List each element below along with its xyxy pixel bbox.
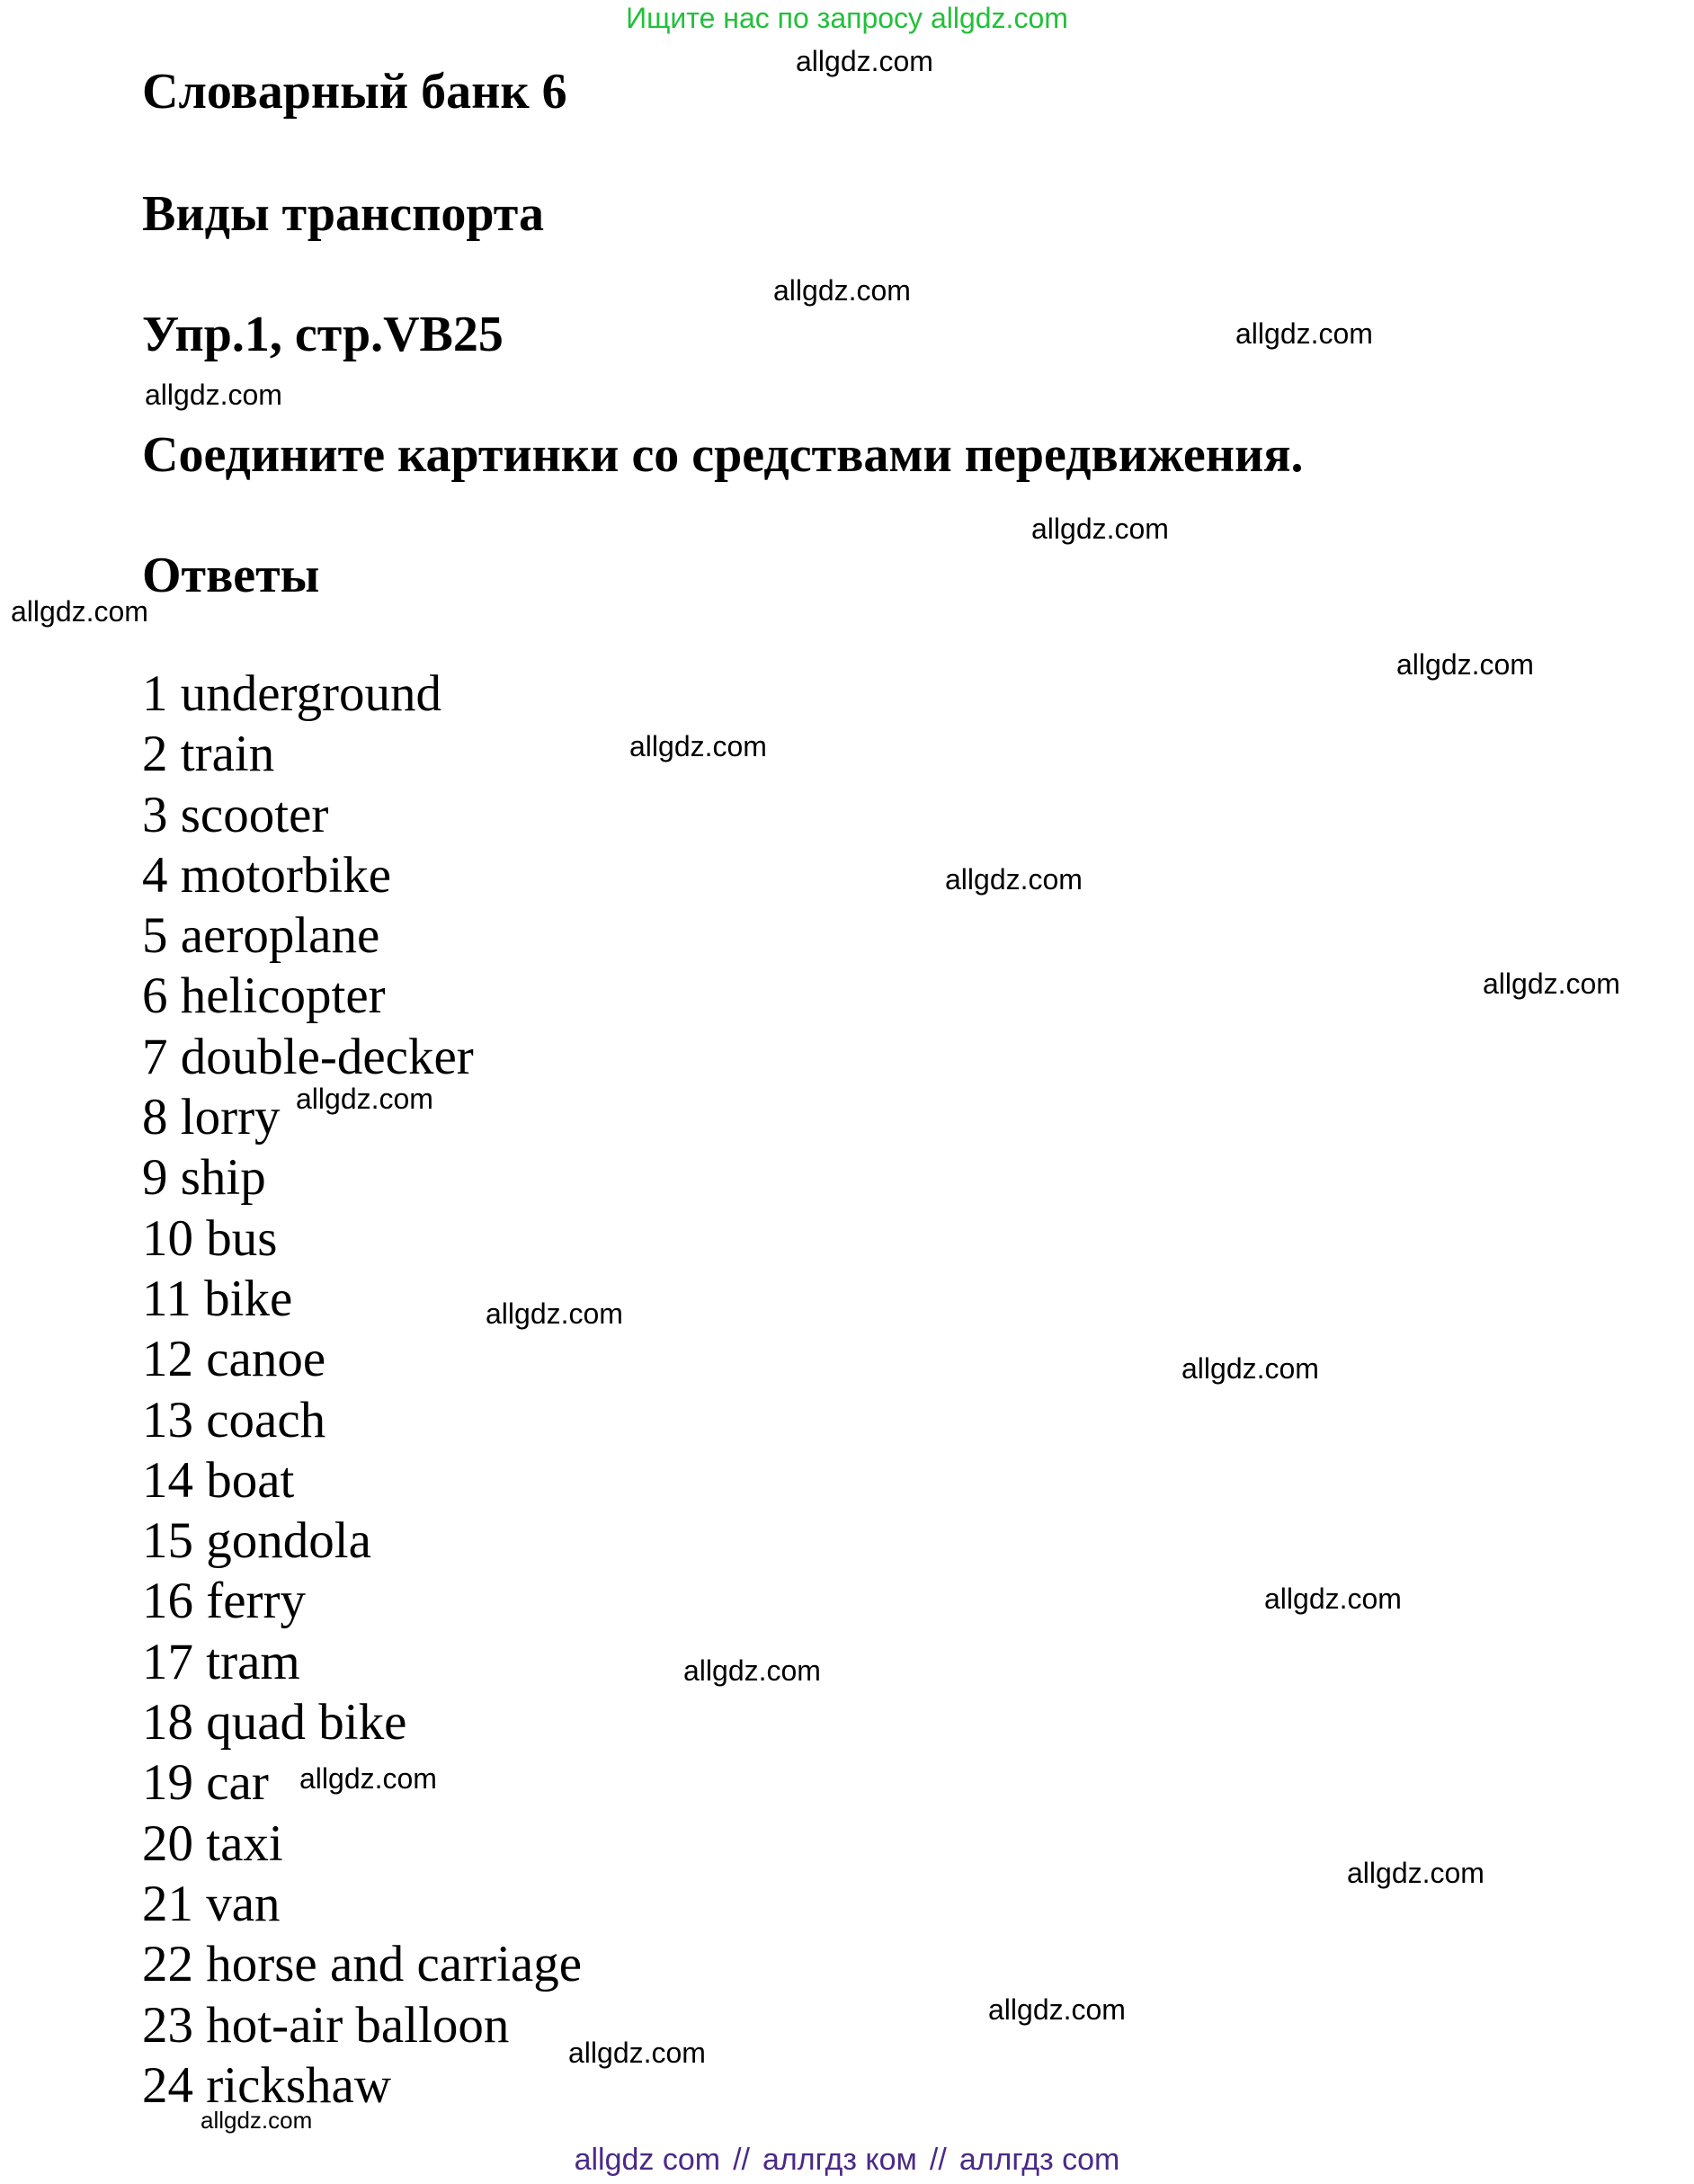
answer-item: 7 double-decker <box>142 1028 474 1085</box>
watermark: allgdz.com <box>1396 648 1534 681</box>
watermark: allgdz.com <box>299 1762 437 1795</box>
watermark: allgdz.com <box>296 1083 433 1115</box>
answers-heading: Ответы <box>142 548 320 603</box>
answer-item: 3 scooter <box>142 786 329 843</box>
answer-item: 16 ferry <box>142 1573 306 1630</box>
answer-item: 13 coach <box>142 1391 326 1449</box>
watermark: allgdz.com <box>201 2107 313 2134</box>
task-heading: Соедините картинки со средствами передвижения. <box>142 427 1304 483</box>
exercise-heading: Упр.1, стр.VB25 <box>142 307 504 362</box>
watermark: allgdz.com <box>773 274 911 307</box>
answer-item: 11 bike <box>142 1270 293 1327</box>
answer-item: 14 boat <box>142 1451 295 1509</box>
answer-item: 9 ship <box>142 1149 266 1207</box>
watermark: allgdz.com <box>683 1654 821 1687</box>
watermark: allgdz.com <box>11 595 148 628</box>
answer-item: 19 car <box>142 1754 269 1812</box>
watermark: allgdz.com <box>1031 513 1169 545</box>
answer-item: 22 horse and carriage <box>142 1936 583 1993</box>
bottom-banner[interactable] <box>0 2140 1694 2180</box>
answer-item: 10 bus <box>142 1209 278 1267</box>
answer-item: 6 helicopter <box>142 967 386 1025</box>
topic-heading: Виды транспорта <box>142 186 544 242</box>
answer-item: 17 tram <box>142 1633 300 1690</box>
watermark: allgdz.com <box>988 1993 1126 2026</box>
answer-item: 23 hot-air balloon <box>142 1996 510 2054</box>
watermark: allgdz.com <box>1181 1352 1319 1385</box>
watermark: allgdz.com <box>945 863 1083 896</box>
watermark: allgdz.com <box>486 1297 623 1330</box>
answer-item: 20 taxi <box>142 1814 283 1872</box>
answer-item: 15 gondola <box>142 1512 371 1570</box>
bottom-banner-separator: // <box>929 2143 947 2177</box>
bottom-banner-part3[interactable]: аллгдз com <box>958 2143 1120 2177</box>
bottom-banner-part1[interactable]: allgdz com <box>574 2143 721 2177</box>
answer-item: 2 train <box>142 726 275 783</box>
watermark: allgdz.com <box>1347 1857 1484 1889</box>
top-banner[interactable]: Ищите нас по запросу allgdz.com <box>626 2 1068 34</box>
watermark: allgdz.com <box>1235 317 1373 350</box>
answer-item: 1 underground <box>142 665 441 722</box>
watermark: allgdz.com <box>1264 1582 1402 1615</box>
answer-item: 18 quad bike <box>142 1694 407 1752</box>
answer-item: 8 lorry <box>142 1089 281 1146</box>
answer-item: 21 van <box>142 1875 281 1932</box>
answer-item: 12 canoe <box>142 1331 326 1388</box>
watermark: allgdz.com <box>796 45 933 77</box>
answer-item: 4 motorbike <box>142 846 392 904</box>
answer-item: 5 aeroplane <box>142 907 380 965</box>
answers-list <box>142 664 582 2116</box>
watermark: allgdz.com <box>568 2037 706 2069</box>
page-title: Словарный банк 6 <box>142 64 567 120</box>
watermark: allgdz.com <box>145 379 282 411</box>
watermark: allgdz.com <box>1483 967 1620 1000</box>
answer-item: 24 rickshaw <box>142 2056 392 2114</box>
bottom-banner-separator: // <box>733 2143 751 2177</box>
bottom-banner-part2[interactable]: аллгдз ком <box>762 2143 917 2177</box>
watermark: allgdz.com <box>629 730 767 762</box>
